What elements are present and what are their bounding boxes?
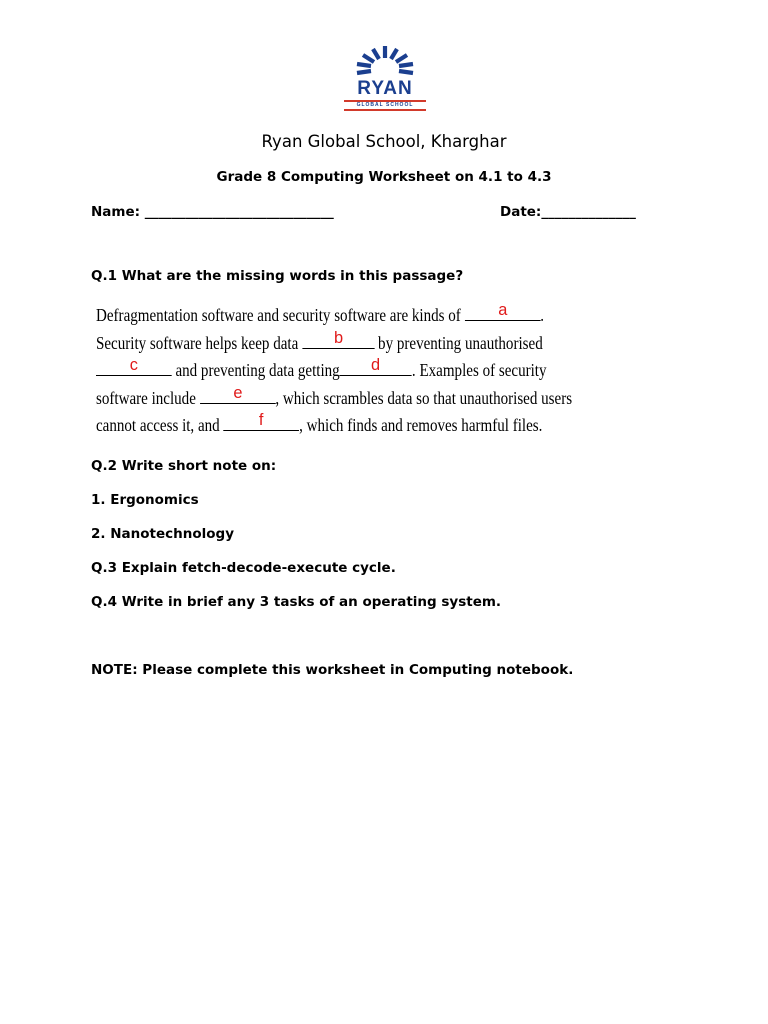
worksheet-subtitle: Grade 8 Computing Worksheet on 4.1 to 4.3: [216, 169, 552, 185]
passage-text: . Examples of security: [411, 360, 547, 380]
passage-text: , which finds and removes harmful files.: [299, 415, 543, 435]
blank-a: [465, 302, 541, 321]
logo-subtext: GLOBAL SCHOOL: [356, 102, 414, 108]
passage-line-3: [96, 357, 560, 385]
fill-in-passage: [96, 300, 573, 440]
q2-item-nanotechnology: 2. Nanotechnology: [91, 526, 234, 542]
blank-c: [96, 357, 172, 376]
answer-a: a: [497, 300, 507, 319]
school-title: Ryan Global School, Kharghar: [261, 132, 507, 151]
question-1: Q.1 What are the missing words in this passage?: [91, 268, 464, 284]
logo-wordmark: RYAN: [357, 78, 413, 99]
answer-d: d: [371, 355, 381, 374]
question-3: Q.3 Explain fetch-decode-execute cycle.: [91, 560, 396, 576]
q2-item-ergonomics: 1. Ergonomics: [91, 492, 199, 508]
passage-line-4: [96, 382, 573, 413]
question-4: Q.4 Write in brief any 3 tasks of an operating system.: [91, 594, 502, 610]
passage-text: cannot access it, and: [96, 415, 224, 435]
date-field: Date:______________: [500, 204, 636, 220]
blank-f: [223, 412, 299, 431]
passage-text: Defragmentation software and security software are kinds of: [96, 305, 465, 325]
passage-text: software include: [96, 387, 200, 408]
logo-red-bar-bottom: [344, 109, 426, 111]
answer-b: b: [333, 327, 343, 347]
passage-text: .: [540, 305, 545, 325]
passage-line-2: [96, 327, 560, 358]
passage-text: and preventing data getting: [171, 360, 340, 380]
passage-line-5: [96, 412, 560, 440]
ryan-logo: [342, 44, 428, 112]
blank-e: [200, 382, 276, 404]
passage-text: by preventing unauthorised: [374, 332, 543, 353]
answer-f: f: [259, 410, 264, 429]
question-2: Q.2 Write short note on:: [91, 458, 277, 474]
blank-d: [340, 357, 412, 376]
passage-line-1: [96, 302, 560, 330]
passage-text: , which scrambles data so that unauthorised users: [275, 387, 573, 408]
note: NOTE: Please complete this worksheet in Computing notebook.: [91, 662, 574, 678]
answer-e: e: [232, 382, 243, 402]
blank-b: [302, 327, 374, 349]
answer-c: c: [129, 355, 138, 374]
sunburst-icon: [342, 44, 428, 80]
passage-text: Security software helps keep data: [96, 332, 303, 353]
name-field: Name: ____________________________: [91, 204, 334, 220]
